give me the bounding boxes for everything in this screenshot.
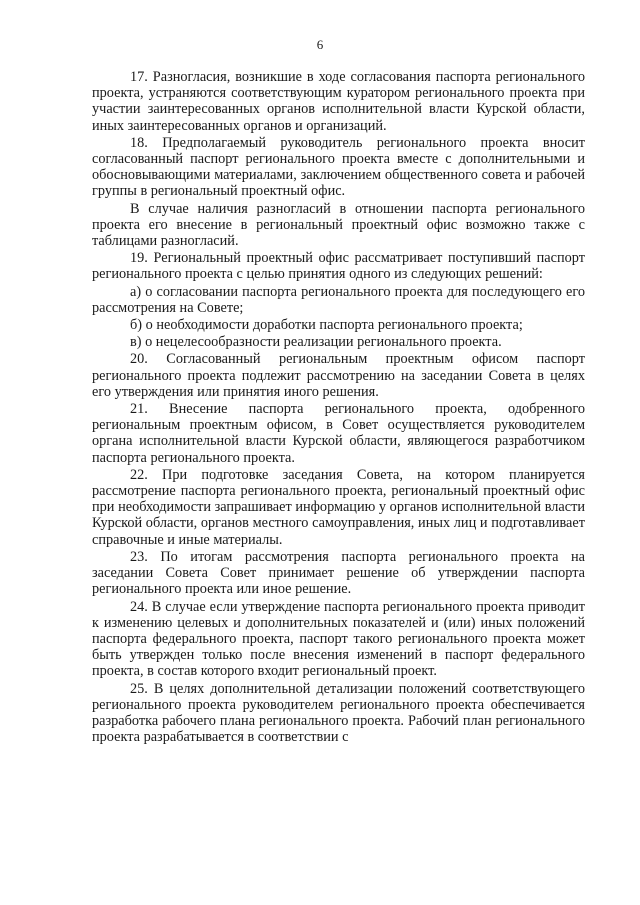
paragraph-17: 17. Разногласия, возникшие в ходе согласования паспорта регионального проекта, устраняются соответствующим куратором регионального проекта при участии заинтересованных органов исполнительной власти Курской области, иных заинтересованных органов и организаций. [92,69,585,134]
paragraph-22: 22. При подготовке заседания Совета, на котором планируется рассмотрение паспорта регионального проекта, региональный проектный офис при необходимости запрашивает информацию у органов исполнительной власти Курской области, органов местного самоуправления, иных лиц и подготавливает справочные и иные материалы. [92,466,585,548]
paragraph-24: 24. В случае если утверждение паспорта регионального проекта приводит к изменению целевых и дополнительных показателей и (или) иных положений паспорта федерального проекта, паспорт такого регионального проекта может быть утвержден только после внесения изменений в паспорт федерального проекта, в состав которого входит региональный проект. [92,598,585,680]
document-body [92,69,585,746]
paragraph-23: 23. По итогам рассмотрения паспорта регионального проекта на заседании Совета Совет принимает решение об утверждении паспорта регионального проекта или иное решение. [92,548,585,598]
paragraph-25: 25. В целях дополнительной детализации положений соответствующего регионального проекта руководителем регионального проекта обеспечивается разработка рабочего плана регионального проекта. Рабочий план регионального проекта разрабатывается в соответствии с [92,680,585,746]
paragraph-18-disagreements: В случае наличия разногласий в отношении паспорта регионального проекта его внесение в региональный проектный офис возможно также с таблицами разногласий. [92,200,585,250]
paragraph-19: 19. Региональный проектный офис рассматривает поступивший паспорт регионального проекта с целью принятия одного из следующих решений: [92,250,585,283]
paragraph-19-item-b: б) о необходимости доработки паспорта регионального проекта; [130,317,523,334]
paragraph-19-item-a: а) о согласовании паспорта регионального проекта для последующего его рассмотрения на Совете; [92,283,585,316]
paragraph-21: 21. Внесение паспорта регионального проекта, одобренного региональным проектным офисом, в Совет осуществляется руководителем органа исполнительной власти Курской области, являющегося разработчиком паспорта регионального проекта. [92,401,585,466]
paragraph-18: 18. Предполагаемый руководитель регионального проекта вносит согласованный паспорт регионального проекта вместе с дополнительными и обосновывающими материалами, заключением общественного совета и рабочей группы в региональный проектный офис. [92,134,585,200]
paragraph-20: 20. Согласованный региональным проектным офисом паспорт регионального проекта подлежит рассмотрению на заседании Совета в целях его утверждения или принятия иного решения. [92,351,585,400]
page-number: 6 [316,37,324,52]
paragraph-19-item-c: в) о нецелесообразности реализации регионального проекта. [130,334,502,351]
